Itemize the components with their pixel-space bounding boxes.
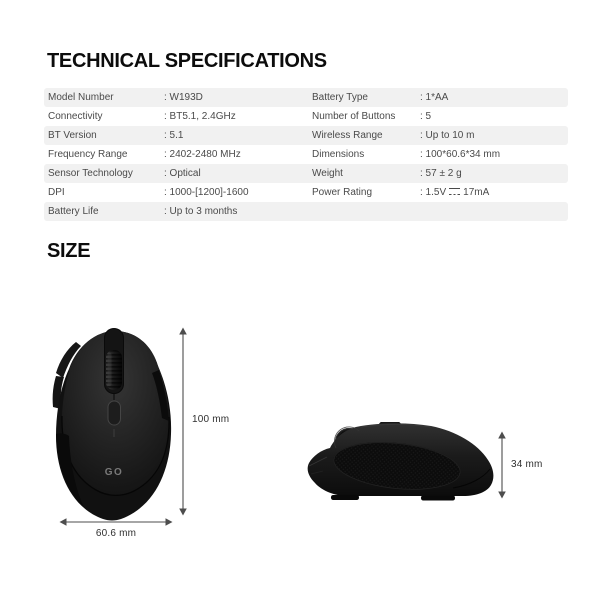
spec-table bbox=[44, 88, 568, 221]
spec-value: : Optical bbox=[164, 168, 201, 179]
spec-label: Number of Buttons bbox=[312, 111, 396, 122]
size-heading: SIZE bbox=[47, 240, 91, 262]
side-height-dimension-label: 34 mm bbox=[511, 459, 543, 470]
spec-label: Weight bbox=[312, 168, 343, 179]
spec-label: Connectivity bbox=[48, 111, 103, 122]
spec-value: : 5.1 bbox=[164, 130, 184, 141]
spec-value: : 1*AA bbox=[420, 92, 449, 103]
table-row bbox=[44, 164, 568, 183]
spec-label: BT Version bbox=[48, 130, 97, 141]
page-title: TECHNICAL SPECIFICATIONS bbox=[47, 50, 327, 72]
mouse-top-view-image bbox=[52, 326, 178, 524]
spec-label: Battery Life bbox=[48, 206, 99, 217]
table-row bbox=[44, 126, 568, 145]
dc-current-icon bbox=[449, 188, 460, 195]
scroll-wheel bbox=[106, 350, 122, 390]
power-rating-pre: : 1.5V bbox=[420, 187, 447, 198]
spec-value: : Up to 10 m bbox=[420, 130, 475, 141]
table-row bbox=[44, 202, 568, 221]
spec-value: : Up to 3 months bbox=[164, 206, 238, 217]
spec-value: : 1000-[1200]-1600 bbox=[164, 187, 249, 198]
dpi-button bbox=[108, 401, 121, 425]
spec-label: Sensor Technology bbox=[48, 168, 133, 179]
spec-label: Wireless Range bbox=[312, 130, 383, 141]
spec-value: : 5 bbox=[420, 111, 432, 122]
spec-label: Frequency Range bbox=[48, 149, 128, 160]
spec-label: Power Rating bbox=[312, 187, 373, 198]
table-row bbox=[44, 107, 568, 126]
spec-value bbox=[420, 187, 568, 198]
spec-value: : 57 ± 2 g bbox=[420, 168, 462, 179]
spec-label: DPI bbox=[48, 187, 65, 198]
mouse-foot bbox=[421, 496, 455, 501]
mouse-foot bbox=[331, 495, 359, 500]
mouse-side-view-image bbox=[303, 422, 499, 504]
height-dimension-arrow bbox=[176, 327, 190, 516]
side-height-dimension-arrow bbox=[495, 431, 509, 499]
spec-value: : 100*60.6*34 mm bbox=[420, 149, 501, 160]
table-row bbox=[44, 145, 568, 164]
spec-value: : 2402-2480 MHz bbox=[164, 149, 241, 160]
spec-label: Model Number bbox=[48, 92, 114, 103]
height-dimension-label: 100 mm bbox=[192, 414, 230, 425]
table-row bbox=[44, 183, 568, 202]
spec-label: Dimensions bbox=[312, 149, 365, 160]
power-rating-post: 17mA bbox=[463, 187, 490, 198]
spec-value: : W193D bbox=[164, 92, 203, 103]
width-dimension-arrow bbox=[59, 515, 173, 529]
spec-value: : BT5.1, 2.4GHz bbox=[164, 111, 236, 122]
brand-logo: GO bbox=[104, 467, 124, 478]
table-row bbox=[44, 88, 568, 107]
spec-label: Battery Type bbox=[312, 92, 368, 103]
width-dimension-label: 60.6 mm bbox=[95, 528, 137, 539]
